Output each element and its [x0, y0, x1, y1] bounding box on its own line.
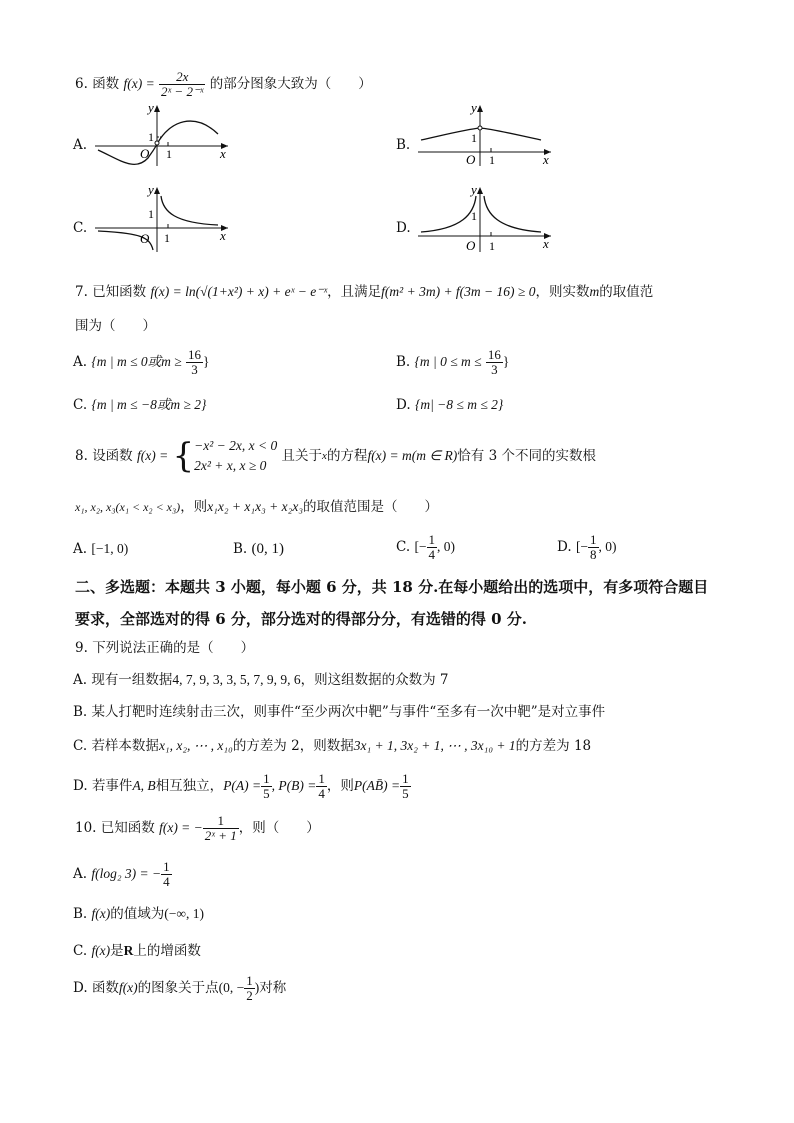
q9-d-pre: 若事件	[91, 778, 133, 794]
q10-c-text: 是	[110, 943, 124, 959]
q9-d-mid: 相互独立，	[155, 778, 224, 794]
q8-stem-line2	[75, 498, 438, 516]
q10-c-label: C.	[73, 943, 88, 959]
q10-b-label: B.	[73, 906, 88, 922]
q9-option-b[interactable]	[73, 703, 605, 721]
q9-d-events: A, B	[132, 778, 156, 793]
label-one-x: 1	[489, 153, 495, 167]
q9-d-pb-den: 4	[318, 786, 325, 801]
q9-c-data: x₁, x₂, ⋯ , x₁₀	[158, 738, 233, 753]
q8-d-num: 1	[590, 532, 597, 547]
q10-frac	[203, 814, 239, 843]
q8-c-num: 1	[428, 532, 436, 547]
q10-option-b[interactable]	[73, 905, 204, 923]
q8-option-a[interactable]	[73, 540, 128, 558]
q6-option-d-label[interactable]: D.	[396, 220, 411, 236]
curve-d-left	[421, 196, 476, 232]
q7-d-text: {m| −8 ≤ m ≤ 2}	[414, 397, 504, 412]
q9-d-then: ，则	[326, 778, 354, 794]
q9-d-pa-frac	[261, 772, 272, 801]
q7-a-num: 16	[187, 347, 201, 362]
label-y: y	[148, 100, 154, 115]
q10-a-lhs: f(log₂ 3) = −	[91, 866, 162, 881]
q8-line2-mid: ，则	[180, 499, 208, 515]
section2-line1: 二、多选题：本题共 3 小题，每小题 6 分，共 18 分.在每小题给出的选项中，有多项符合题目	[75, 578, 709, 596]
q9-option-c[interactable]	[73, 737, 591, 755]
label-one-y: 1	[148, 207, 154, 221]
q7-stem-d: 的取值范	[599, 284, 654, 300]
q8-d-frac	[588, 533, 599, 562]
label-y: y	[471, 182, 477, 197]
q7-stem-b: ，且满足	[327, 284, 382, 300]
q9-c-post: 的方差为 18	[515, 738, 592, 754]
q10-b-range: (−∞, 1)	[164, 906, 204, 921]
q9-d-pa-num: 1	[263, 771, 270, 786]
label-one-y: 1	[471, 131, 477, 145]
q8-a-label: A.	[73, 541, 88, 557]
q10-frac-den: 2ˣ + 1	[204, 828, 237, 843]
y-arrow	[477, 187, 483, 194]
q6-graph-a[interactable]	[90, 100, 240, 170]
q10-d-pt-pre: (0, −	[218, 980, 245, 995]
q6-option-c-label[interactable]: C.	[73, 220, 88, 236]
q10-d-pt-post: )	[254, 980, 260, 995]
q7-a-post: }	[202, 354, 210, 369]
label-y: y	[148, 182, 154, 197]
q8-stem-b: 且关于	[281, 448, 323, 464]
curve-d-right	[484, 196, 541, 232]
q6-graph-d[interactable]	[413, 182, 563, 254]
q10-d-label: D.	[73, 980, 88, 996]
q9-a-data: 4, 7, 9, 3, 3, 5, 7, 9, 9, 6	[172, 672, 301, 687]
q8-number: 8.	[75, 448, 88, 464]
label-one-x: 1	[166, 147, 172, 161]
label-y: y	[471, 100, 477, 115]
q9-option-d[interactable]	[73, 772, 411, 801]
q8-option-b[interactable]	[233, 540, 284, 558]
q10-d-pt-den: 2	[246, 988, 253, 1003]
q8-stem-a: 设函数	[92, 448, 133, 464]
q7-a-frac	[186, 348, 203, 377]
q7-var: m	[589, 284, 600, 299]
q10-b-lhs: f(x)	[91, 906, 111, 921]
q7-option-d[interactable]	[396, 396, 503, 414]
q7-c-text: {m | m ≤ −8或m ≥ 2}	[91, 397, 207, 412]
q6-graph-c[interactable]	[90, 182, 240, 254]
label-one-y: 1	[471, 209, 477, 223]
q8-case2: 2x² + x, x ≥ 0	[194, 458, 267, 473]
q7-b-post: }	[502, 354, 510, 369]
q7-option-c[interactable]	[73, 396, 206, 414]
q7-b-pre: {m | 0 ≤ m ≤	[414, 354, 482, 369]
q9-a-pre: 现有一组数据	[91, 672, 173, 688]
q6-stem-prefix: 函数	[92, 76, 120, 92]
q9-d-pb: , P(B) =	[271, 778, 317, 793]
q8-d-label: D.	[557, 539, 572, 555]
q7-d-label: D.	[396, 397, 411, 413]
q8-c-den: 4	[428, 547, 436, 562]
q10-b-text: 的值域为	[110, 906, 165, 922]
q7-formula: f(x) = ln(√(1+x²) + x) + eˣ − e⁻ˣ	[150, 284, 328, 299]
q9-d-pa: P(A) =	[223, 778, 262, 793]
q9-c-label: C.	[73, 738, 88, 754]
q8-var-x: x	[322, 450, 327, 462]
q9-c-mid: 的方差为 2，则数据	[232, 738, 354, 754]
q6-stem	[75, 70, 372, 99]
q9-option-a[interactable]	[73, 671, 448, 689]
q6-func-lhs: f(x) =	[123, 76, 155, 91]
label-x: x	[220, 146, 226, 161]
q10-a-label: A.	[73, 866, 88, 882]
q9-d-pab-num: 1	[402, 771, 409, 786]
y-arrow	[477, 105, 483, 112]
q7-b-frac	[486, 348, 503, 377]
y-arrow	[154, 105, 160, 112]
label-one-y: 1	[148, 130, 154, 144]
q8-expr: x₁x₂ + x₁x₃ + x₂x₃	[207, 499, 304, 514]
q8-vars: x₁, x₂, x₃(x₁ < x₂ < x₃)	[75, 500, 181, 514]
q6-frac-den: 2ˣ − 2⁻ˣ	[161, 84, 204, 99]
q10-d-end: 对称	[259, 980, 287, 996]
label-origin: O	[140, 231, 150, 246]
hole	[478, 126, 482, 130]
q9-stem-text: 下列说法正确的是（ ）	[92, 640, 255, 656]
q10-func-lhs: f(x) = −	[159, 820, 203, 835]
q10-c-lhs: f(x)	[91, 943, 111, 958]
q9-d-label: D.	[73, 778, 88, 794]
q9-a-post: ，则这组数据的众数为 7	[300, 672, 449, 688]
hole	[155, 141, 159, 145]
q7-b-num: 16	[487, 347, 501, 362]
q10-stem	[75, 814, 320, 843]
q7-stem-line2: 围为（ ）	[75, 318, 156, 334]
q10-d-pt-frac	[244, 974, 255, 1003]
q10-stem-b: ，则（ ）	[238, 820, 320, 836]
q7-condition: f(m² + 3m) + f(3m − 16) ≥ 0	[381, 284, 536, 299]
q7-b-den: 3	[491, 362, 498, 377]
q10-d-pre: 函数	[91, 980, 119, 996]
q7-b-label: B.	[396, 354, 411, 370]
q8-d-den: 8	[590, 547, 597, 562]
q9-number: 9.	[75, 640, 88, 656]
q6-option-b-label[interactable]: B.	[396, 137, 411, 153]
q9-d-pab: P(AB̄) =	[353, 778, 401, 793]
label-origin: O	[466, 152, 476, 167]
q7-option-a[interactable]	[73, 348, 209, 377]
label-x: x	[220, 228, 226, 243]
q10-a-den: 4	[163, 874, 170, 889]
q6-frac-num: 2x	[159, 70, 205, 85]
q10-c-text2: 上的增函数	[133, 943, 201, 959]
q10-d-f: f(x)	[118, 980, 138, 995]
q10-frac-num: 1	[203, 814, 239, 829]
q8-c-label: C.	[396, 539, 411, 555]
q9-c-data2: 3x₁ + 1, 3x₂ + 1, ⋯ , 3x₁₀ + 1	[353, 738, 516, 753]
q7-c-label: C.	[73, 397, 88, 413]
q7-option-b[interactable]	[396, 348, 509, 377]
q7-number: 7.	[75, 284, 88, 300]
q10-a-frac	[161, 860, 172, 889]
q9-d-pa-den: 5	[263, 786, 270, 801]
q8-b-text: (0, 1)	[251, 541, 285, 557]
q8-stem-d: 恰有 3 个不同的实数根	[457, 448, 596, 464]
q8-c-pre: [−	[414, 539, 427, 554]
q9-b-label: B.	[73, 704, 88, 720]
q9-stem	[75, 639, 254, 657]
q7-stem-a: 已知函数	[92, 284, 147, 300]
q8-b-label: B.	[233, 541, 248, 557]
label-one-x: 1	[489, 239, 495, 253]
q6-number: 6.	[75, 76, 88, 92]
q10-d-pt-num: 1	[246, 973, 253, 988]
q8-equation: f(x) = m(m ∈ R)	[367, 448, 458, 463]
q7-stem-c: ，则实数	[535, 284, 590, 300]
q10-d-mid: 的图象关于点	[137, 980, 219, 996]
q7-a-den: 3	[191, 362, 198, 377]
q7-a-pre: {m | m ≤ 0或m ≥	[91, 354, 182, 369]
label-origin: O	[140, 146, 150, 161]
label-origin: O	[466, 238, 476, 253]
q8-stem-c: 的方程	[326, 448, 368, 464]
q8-case1: −x² − 2x, x < 0	[194, 438, 278, 453]
curve-c-right	[161, 196, 218, 225]
q9-a-label: A.	[73, 672, 88, 688]
q8-stem-line1	[75, 436, 596, 476]
q10-option-d[interactable]	[73, 974, 286, 1003]
q10-option-c[interactable]	[73, 942, 201, 960]
q9-b-text: 某人打靶时连续射击三次，则事件“至少两次中靶”与事件“至多有一次中靶”是对立事件	[91, 704, 606, 720]
q9-c-pre: 若样本数据	[91, 738, 159, 754]
section2-line2: 要求，全部选对的得 6 分，部分选对的得部分分，有选错的得 0 分.	[75, 610, 527, 628]
q10-option-a[interactable]	[73, 860, 172, 889]
q10-number: 10.	[75, 820, 97, 836]
q6-fraction	[159, 70, 205, 99]
y-arrow	[154, 187, 160, 194]
q8-line2-end: 的取值范围是（ ）	[303, 499, 439, 515]
q6-graph-b[interactable]	[413, 100, 563, 170]
q8-c-frac	[427, 533, 438, 562]
q7-a-label: A.	[73, 354, 88, 370]
q9-d-pab-frac	[400, 772, 411, 801]
q8-a-text: [−1, 0)	[91, 541, 129, 556]
q8-brace: {	[172, 436, 195, 476]
q8-d-post: , 0)	[598, 539, 617, 554]
label-x: x	[543, 236, 549, 251]
q8-c-post: , 0)	[437, 539, 456, 554]
q10-c-r: R	[123, 943, 134, 958]
q9-d-pb-num: 1	[318, 771, 325, 786]
q8-cases	[194, 436, 277, 476]
q8-option-d[interactable]	[557, 533, 617, 562]
q8-func-lhs: f(x) =	[136, 448, 169, 463]
q8-d-pre: [−	[575, 539, 589, 554]
q10-a-num: 1	[163, 859, 170, 874]
q7-stem-line1	[75, 283, 653, 301]
q9-d-pab-den: 5	[402, 786, 409, 801]
q10-stem-a: 已知函数	[100, 820, 155, 836]
label-x: x	[543, 152, 549, 167]
q6-option-a-label[interactable]: A.	[73, 137, 88, 153]
q8-option-c[interactable]	[396, 533, 455, 562]
q9-d-pb-frac	[316, 772, 327, 801]
label-one-x: 1	[164, 231, 170, 245]
q6-stem-suffix: 的部分图象大致为（ ）	[209, 76, 372, 92]
